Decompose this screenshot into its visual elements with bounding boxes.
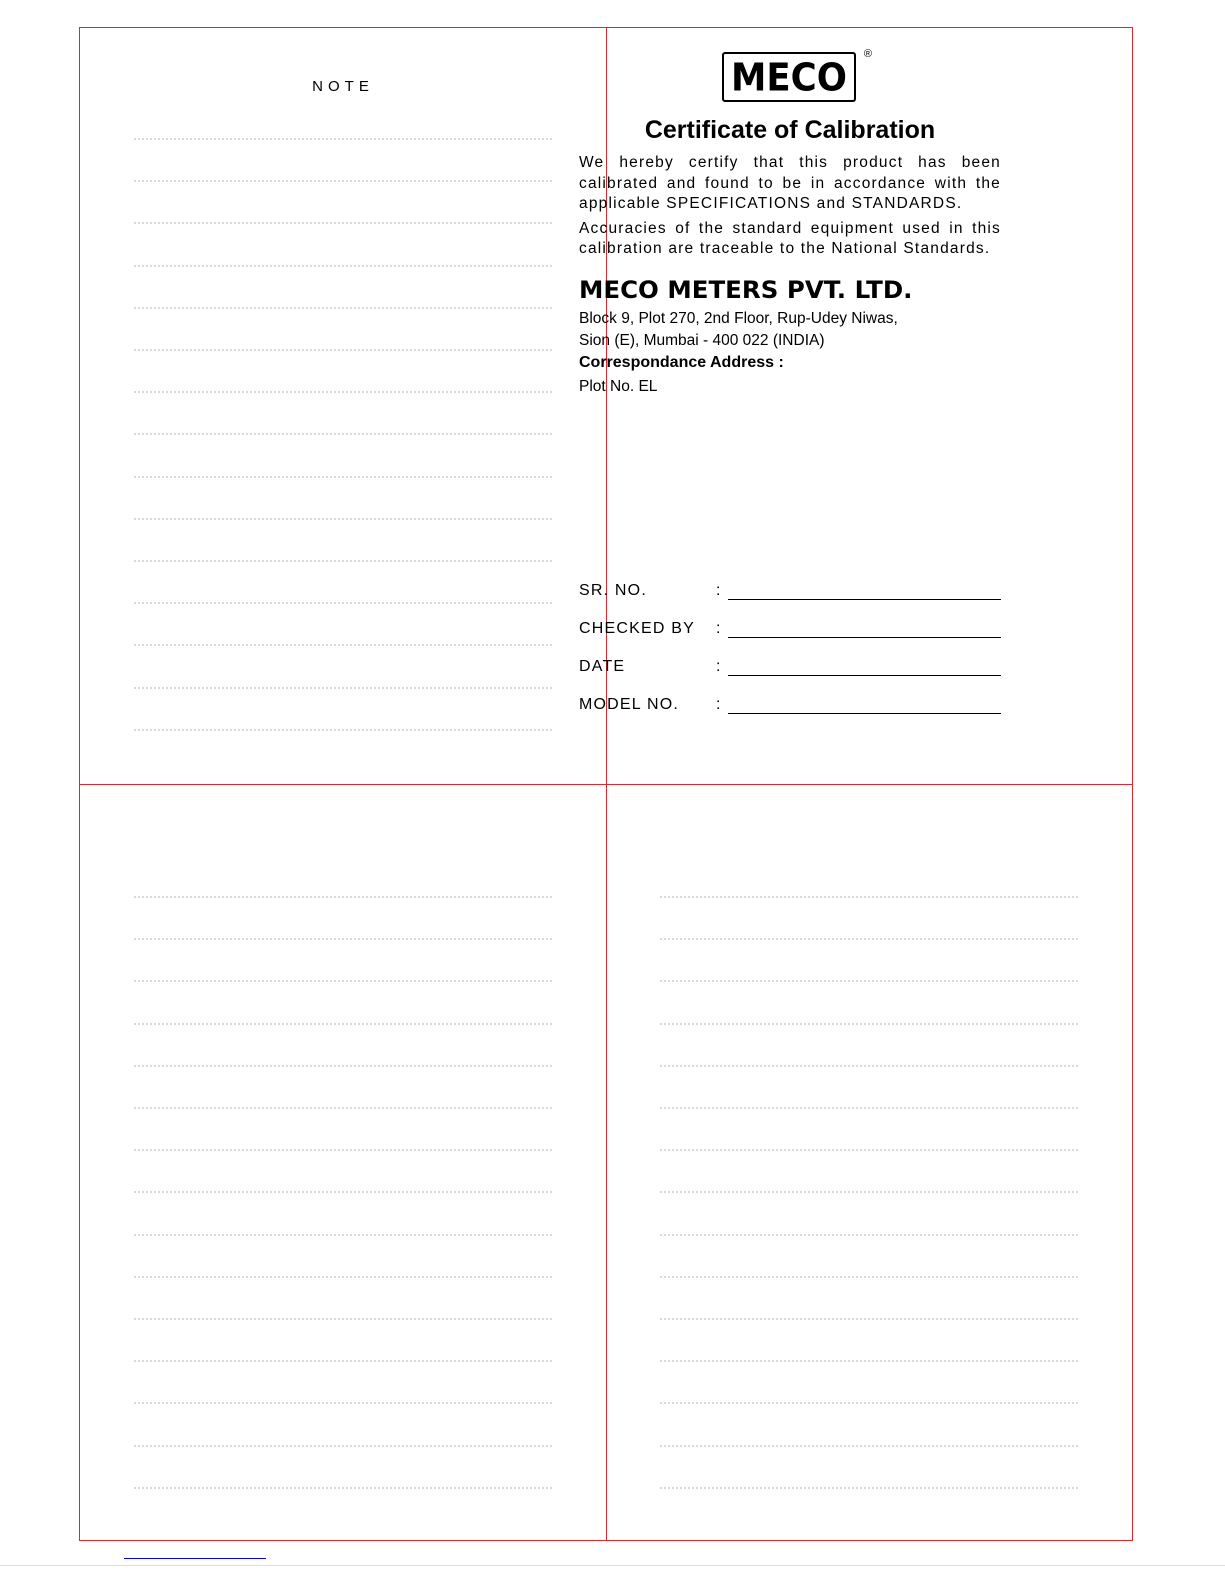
dotted-line — [134, 349, 552, 351]
certificate-panel — [579, 50, 1001, 398]
field-checked-by — [579, 608, 1001, 646]
dotted-line — [134, 1107, 552, 1109]
dotted-line — [134, 1234, 552, 1236]
dotted-line — [134, 433, 552, 435]
dotted-line — [134, 1065, 552, 1067]
field-label: CHECKED BY — [579, 620, 696, 637]
model-no-blank-line[interactable] — [728, 713, 1001, 714]
meco-logo — [720, 48, 872, 106]
dotted-line — [660, 1402, 1078, 1404]
dotted-line — [134, 644, 552, 646]
field-colon: : — [716, 658, 722, 675]
dotted-line — [134, 391, 552, 393]
dotted-line — [134, 938, 552, 940]
dotted-line — [660, 1234, 1078, 1236]
dotted-line — [134, 1487, 552, 1489]
dotted-line — [134, 1276, 552, 1278]
dotted-line — [134, 1023, 552, 1025]
dotted-line — [134, 138, 552, 140]
address-line-1: Block 9, Plot 270, 2nd Floor, Rup-Udey Niwas, — [579, 309, 898, 327]
dotted-line — [660, 1276, 1078, 1278]
dotted-line — [134, 1360, 552, 1362]
dotted-line — [660, 938, 1078, 940]
note-title: NOTE — [312, 78, 374, 95]
field-sr-no — [579, 570, 1001, 608]
dotted-line — [134, 687, 552, 689]
address-line-2: Sion (E), Mumbai - 400 022 (INDIA) — [579, 331, 825, 349]
dotted-line — [134, 1191, 552, 1193]
footer-rule — [0, 1565, 1225, 1566]
dotted-line — [660, 1318, 1078, 1320]
dotted-line — [660, 1360, 1078, 1362]
dotted-line — [134, 896, 552, 898]
dotted-line — [134, 180, 552, 182]
dotted-line — [660, 1149, 1078, 1151]
footer-link-underline[interactable] — [124, 1558, 266, 1559]
field-colon: : — [716, 620, 722, 637]
dotted-line — [660, 896, 1078, 898]
field-colon: : — [716, 582, 722, 599]
logo-text: MECO — [731, 56, 847, 101]
field-label: MODEL NO. — [579, 696, 679, 713]
field-label: DATE — [579, 658, 626, 675]
dotted-line — [134, 1445, 552, 1447]
dotted-line — [134, 518, 552, 520]
dotted-line — [134, 1318, 552, 1320]
registered-mark: ® — [863, 48, 872, 60]
dotted-line — [660, 1107, 1078, 1109]
dotted-line — [134, 307, 552, 309]
dotted-line — [660, 1065, 1078, 1067]
date-blank-line[interactable] — [728, 675, 1001, 676]
dotted-line — [134, 265, 552, 267]
traceability-paragraph: Accuracies of the standard equipment used in this calibration are traceable to the National Standards. — [579, 219, 1001, 257]
checked-by-blank-line[interactable] — [728, 637, 1001, 638]
dotted-line — [134, 602, 552, 604]
dotted-line — [660, 1023, 1078, 1025]
dotted-line — [660, 1445, 1078, 1447]
dotted-line — [134, 476, 552, 478]
address-block — [579, 308, 1001, 352]
record-fields — [579, 570, 1001, 722]
dotted-line — [134, 1402, 552, 1404]
dotted-line — [660, 1487, 1078, 1489]
dotted-line — [134, 729, 552, 731]
dotted-line — [134, 560, 552, 562]
logo-frame — [722, 52, 856, 102]
field-label: SR. NO. — [579, 582, 647, 599]
company-name: MECO METERS PVT. LTD. — [579, 275, 913, 304]
certificate-title: Certificate of Calibration — [644, 116, 936, 144]
dotted-line — [134, 1149, 552, 1151]
dotted-line — [660, 1191, 1078, 1193]
field-date — [579, 646, 1001, 684]
dotted-line — [134, 980, 552, 982]
field-model-no — [579, 684, 1001, 722]
logo-wordmark — [730, 56, 848, 101]
correspondence-label: Correspondance Address : — [579, 353, 784, 371]
dotted-line — [660, 980, 1078, 982]
dotted-line — [134, 222, 552, 224]
correspondence-value: Plot No. EL — [579, 377, 658, 395]
certify-paragraph: We hereby certify that this product has been calibrated and found to be in accordance with the applicable SPECIFICATIONS and STANDARDS. — [579, 154, 1001, 212]
sr-no-blank-line[interactable] — [728, 599, 1001, 600]
field-colon: : — [716, 696, 722, 713]
